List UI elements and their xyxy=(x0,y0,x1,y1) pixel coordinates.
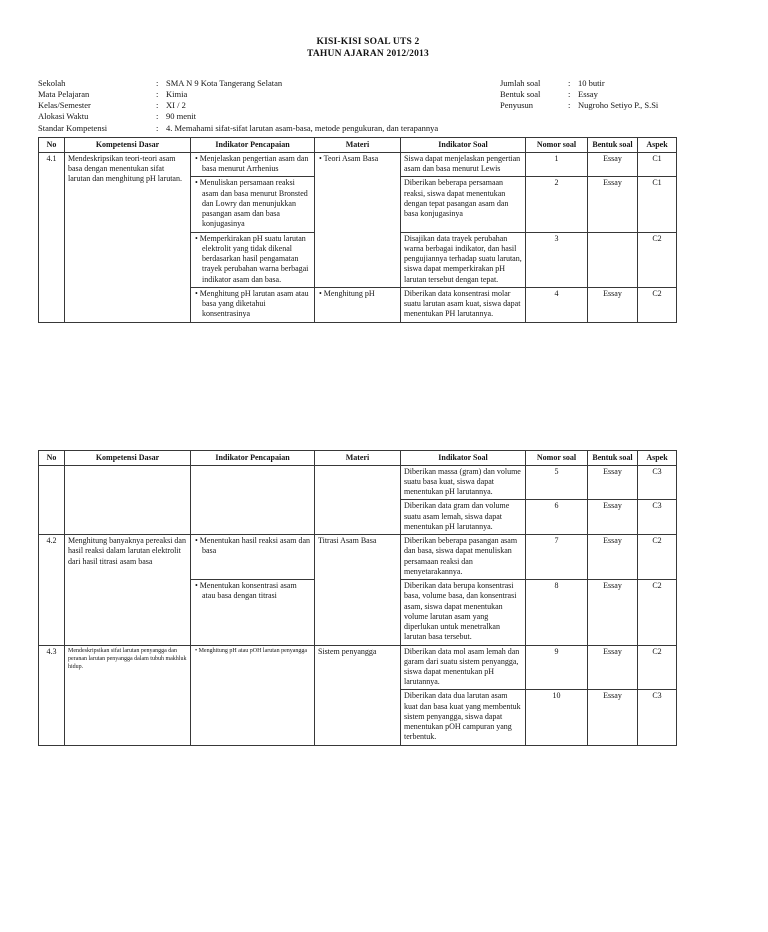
table-cell: Essay xyxy=(588,690,638,745)
table-cell: 4.1 xyxy=(39,153,65,323)
table-header-row xyxy=(39,137,677,152)
table-cell: • Menentukan konsentrasi asam atau basa dengan titrasi xyxy=(191,580,315,645)
table-cell: • Menuliskan persamaan reaksi asam dan basa menurut Bronsted dan Lowry dan menunjukkan pasangan asam dan basa konjugasinya xyxy=(191,177,315,232)
column-header: Kompetensi Dasar xyxy=(65,450,191,465)
table-cell: Essay xyxy=(588,535,638,580)
info-row xyxy=(38,123,513,134)
table-cell: Diberikan data gram dan volume suatu asam lemah, siswa dapat menentukan pH larutannya. xyxy=(401,500,526,535)
table-cell: 10 xyxy=(526,690,588,745)
table-cell: C2 xyxy=(638,287,677,322)
table-cell: 3 xyxy=(526,232,588,287)
table-cell: C2 xyxy=(638,535,677,580)
info-value: XI / 2 xyxy=(166,100,186,111)
table-row xyxy=(39,645,677,690)
table-cell: Essay xyxy=(588,177,638,232)
table-cell: Siswa dapat menjelaskan pengertian asam dan basa menurut Lewis xyxy=(401,153,526,177)
column-header: No xyxy=(39,450,65,465)
info-row xyxy=(500,78,658,89)
column-header: Materi xyxy=(315,137,401,152)
info-value: Nugroho Setiyo P., S.Si xyxy=(578,100,659,111)
table-cell: • Teori Asam Basa xyxy=(315,153,401,288)
column-header: Aspek xyxy=(638,137,677,152)
info-colon: : xyxy=(156,88,159,99)
table-cell: Mendeskripsikan teori-teori asam basa dengan menentukan sifat larutan dan menghitung pH larutan. xyxy=(65,153,191,323)
info-colon: : xyxy=(568,88,571,99)
table-row xyxy=(39,153,677,177)
info-colon: : xyxy=(156,111,159,122)
table-cell xyxy=(588,232,638,287)
info-colon: : xyxy=(568,77,571,88)
column-header: Indikator Soal xyxy=(401,137,526,152)
table-header-row xyxy=(39,450,677,465)
info-value: 4. Memahami sifat-sifat larutan asam-basa, metode pengukuran, dan terapannya xyxy=(166,122,439,133)
table-cell: • Memperkirakan pH suatu larutan elektrolit yang tidak dikenal berdasarkan hasil pengamatan trayek perubahan warna berbagai indikator asam dan basa. xyxy=(191,232,315,287)
column-header: Nomor soal xyxy=(526,450,588,465)
table-cell: C1 xyxy=(638,177,677,232)
table-row xyxy=(39,465,677,500)
table-cell: Essay xyxy=(588,580,638,645)
table-cell: Diberikan massa (gram) dan volume suatu basa kuat, siswa dapat menentukan pH larutannya. xyxy=(401,465,526,500)
table-cell: Diberikan data berupa konsentrasi basa, volume basa, dan konsentrasi asam, siswa dapat menentukan volume larutan asam yang diperlukan untuk menetralkan larutan basa tersebut. xyxy=(401,580,526,645)
info-row xyxy=(38,111,513,122)
table-cell: C3 xyxy=(638,690,677,745)
table-cell: Essay xyxy=(588,153,638,177)
table-cell: • Menghitung pH larutan asam atau basa yang diketahui konsentrasinya xyxy=(191,287,315,322)
info-label: Bentuk soal xyxy=(500,88,541,99)
column-header: Bentuk soal xyxy=(588,137,638,152)
info-label: Alokasi Waktu xyxy=(38,111,89,122)
info-label: Sekolah xyxy=(38,77,66,88)
document-info xyxy=(38,78,730,134)
table-cell: 6 xyxy=(526,500,588,535)
column-header: Indikator Pencapaian xyxy=(191,450,315,465)
document-title: KISI-KISI SOAL UTS 2 xyxy=(316,37,420,47)
table-cell: Diberikan data mol asam lemah dan garam dari suatu sistem penyangga, siswa dapat menentukan pH larutannya. xyxy=(401,645,526,690)
table-cell: Titrasi Asam Basa xyxy=(315,535,401,645)
table-cell: C1 xyxy=(638,153,677,177)
table-row xyxy=(39,535,677,580)
table-cell: Essay xyxy=(588,465,638,500)
table-cell: C3 xyxy=(638,500,677,535)
table-cell xyxy=(65,465,191,534)
table-cell: Diberikan data konsentrasi molar suatu larutan asam kuat, siswa dapat menentukan PH larutannya. xyxy=(401,287,526,322)
table-cell: C2 xyxy=(638,645,677,690)
info-row xyxy=(500,100,658,111)
info-row xyxy=(38,78,513,89)
table-cell: Diberikan data dua larutan asam kuat dan basa kuat yang membentuk sistem penyangga, siswa dapat menentukan pOH campuran yang terbentuk. xyxy=(401,690,526,745)
column-header: Materi xyxy=(315,450,401,465)
info-value: 90 menit xyxy=(166,111,196,122)
info-colon: : xyxy=(156,100,159,111)
info-label: Standar Kompetensi xyxy=(38,122,108,133)
document-subtitle: TAHUN AJARAN 2012/2013 xyxy=(307,49,429,60)
document-title-block xyxy=(38,36,698,61)
info-colon: : xyxy=(156,77,159,88)
column-header: No xyxy=(39,137,65,152)
info-row xyxy=(38,100,513,111)
table-cell: 4 xyxy=(526,287,588,322)
column-header: Kompetensi Dasar xyxy=(65,137,191,152)
table-cell: C3 xyxy=(638,465,677,500)
table-cell xyxy=(191,465,315,534)
table-cell: Mendeskripsikan sifat larutan penyangga dan peranan larutan penyangga dalam tubuh makhluk hidup. xyxy=(65,645,191,745)
table-cell: Sistem penyangga xyxy=(315,645,401,745)
table-cell: 4.3 xyxy=(39,645,65,745)
table-cell: 4.2 xyxy=(39,535,65,645)
info-value: Essay xyxy=(578,88,598,99)
table-cell: • Menjelaskan pengertian asam dan basa menurut Arrhenius xyxy=(191,153,315,177)
table-cell: Menghitung banyaknya pereaksi dan hasil reaksi dalam larutan elektrolit dari hasil titrasi asam basa xyxy=(65,535,191,645)
column-header: Nomor soal xyxy=(526,137,588,152)
table-cell: C2 xyxy=(638,580,677,645)
table-cell: Diberikan beberapa persamaan reaksi, siswa dapat menentukan dengan tepat pasangan asam dan basa konjugasinya xyxy=(401,177,526,232)
table-cell: Essay xyxy=(588,645,638,690)
info-label: Penyusun xyxy=(500,100,534,111)
info-row xyxy=(500,89,658,100)
info-colon: : xyxy=(568,100,571,111)
info-label: Kelas/Semester xyxy=(38,100,91,111)
table-cell: Essay xyxy=(588,287,638,322)
info-right xyxy=(500,78,658,112)
table-cell xyxy=(315,465,401,534)
table-cell: Disajikan data trayek perubahan warna berbagai indikator, dan hasil pengujiannya terhadap suatu larutan, siswa dapat memperkirakan pH larutan tersebut dengan tepat. xyxy=(401,232,526,287)
column-header: Indikator Pencapaian xyxy=(191,137,315,152)
table-cell: • Menghitung pH xyxy=(315,287,401,322)
table-cell: 5 xyxy=(526,465,588,500)
info-left xyxy=(38,78,513,134)
kisi-table-2 xyxy=(38,450,677,746)
table-cell: 8 xyxy=(526,580,588,645)
column-header: Bentuk soal xyxy=(588,450,638,465)
page-break-gap xyxy=(38,323,730,447)
info-label: Jumlah soal xyxy=(500,77,541,88)
table-cell xyxy=(39,465,65,534)
table-cell: 2 xyxy=(526,177,588,232)
info-label: Mata Pelajaran xyxy=(38,88,90,99)
table-cell: 1 xyxy=(526,153,588,177)
info-value: Kimia xyxy=(166,88,188,99)
table-cell: 9 xyxy=(526,645,588,690)
column-header: Indikator Soal xyxy=(401,450,526,465)
table-cell: C2 xyxy=(638,232,677,287)
table-cell: Diberikan beberapa pasangan asam dan basa, siswa dapat menuliskan persamaan reaksi dan menyetarakannya. xyxy=(401,535,526,580)
kisi-table-1 xyxy=(38,137,677,323)
info-value: SMA N 9 Kota Tangerang Selatan xyxy=(166,77,283,88)
table-cell: Essay xyxy=(588,500,638,535)
table-cell: • Menghitung pH atau pOH larutan penyangga xyxy=(191,645,315,745)
column-header: Aspek xyxy=(638,450,677,465)
info-row xyxy=(38,89,513,100)
info-value: 10 butir xyxy=(578,77,605,88)
table-cell: • Menentukan hasil reaksi asam dan basa xyxy=(191,535,315,580)
info-colon: : xyxy=(156,122,159,133)
table-cell: 7 xyxy=(526,535,588,580)
